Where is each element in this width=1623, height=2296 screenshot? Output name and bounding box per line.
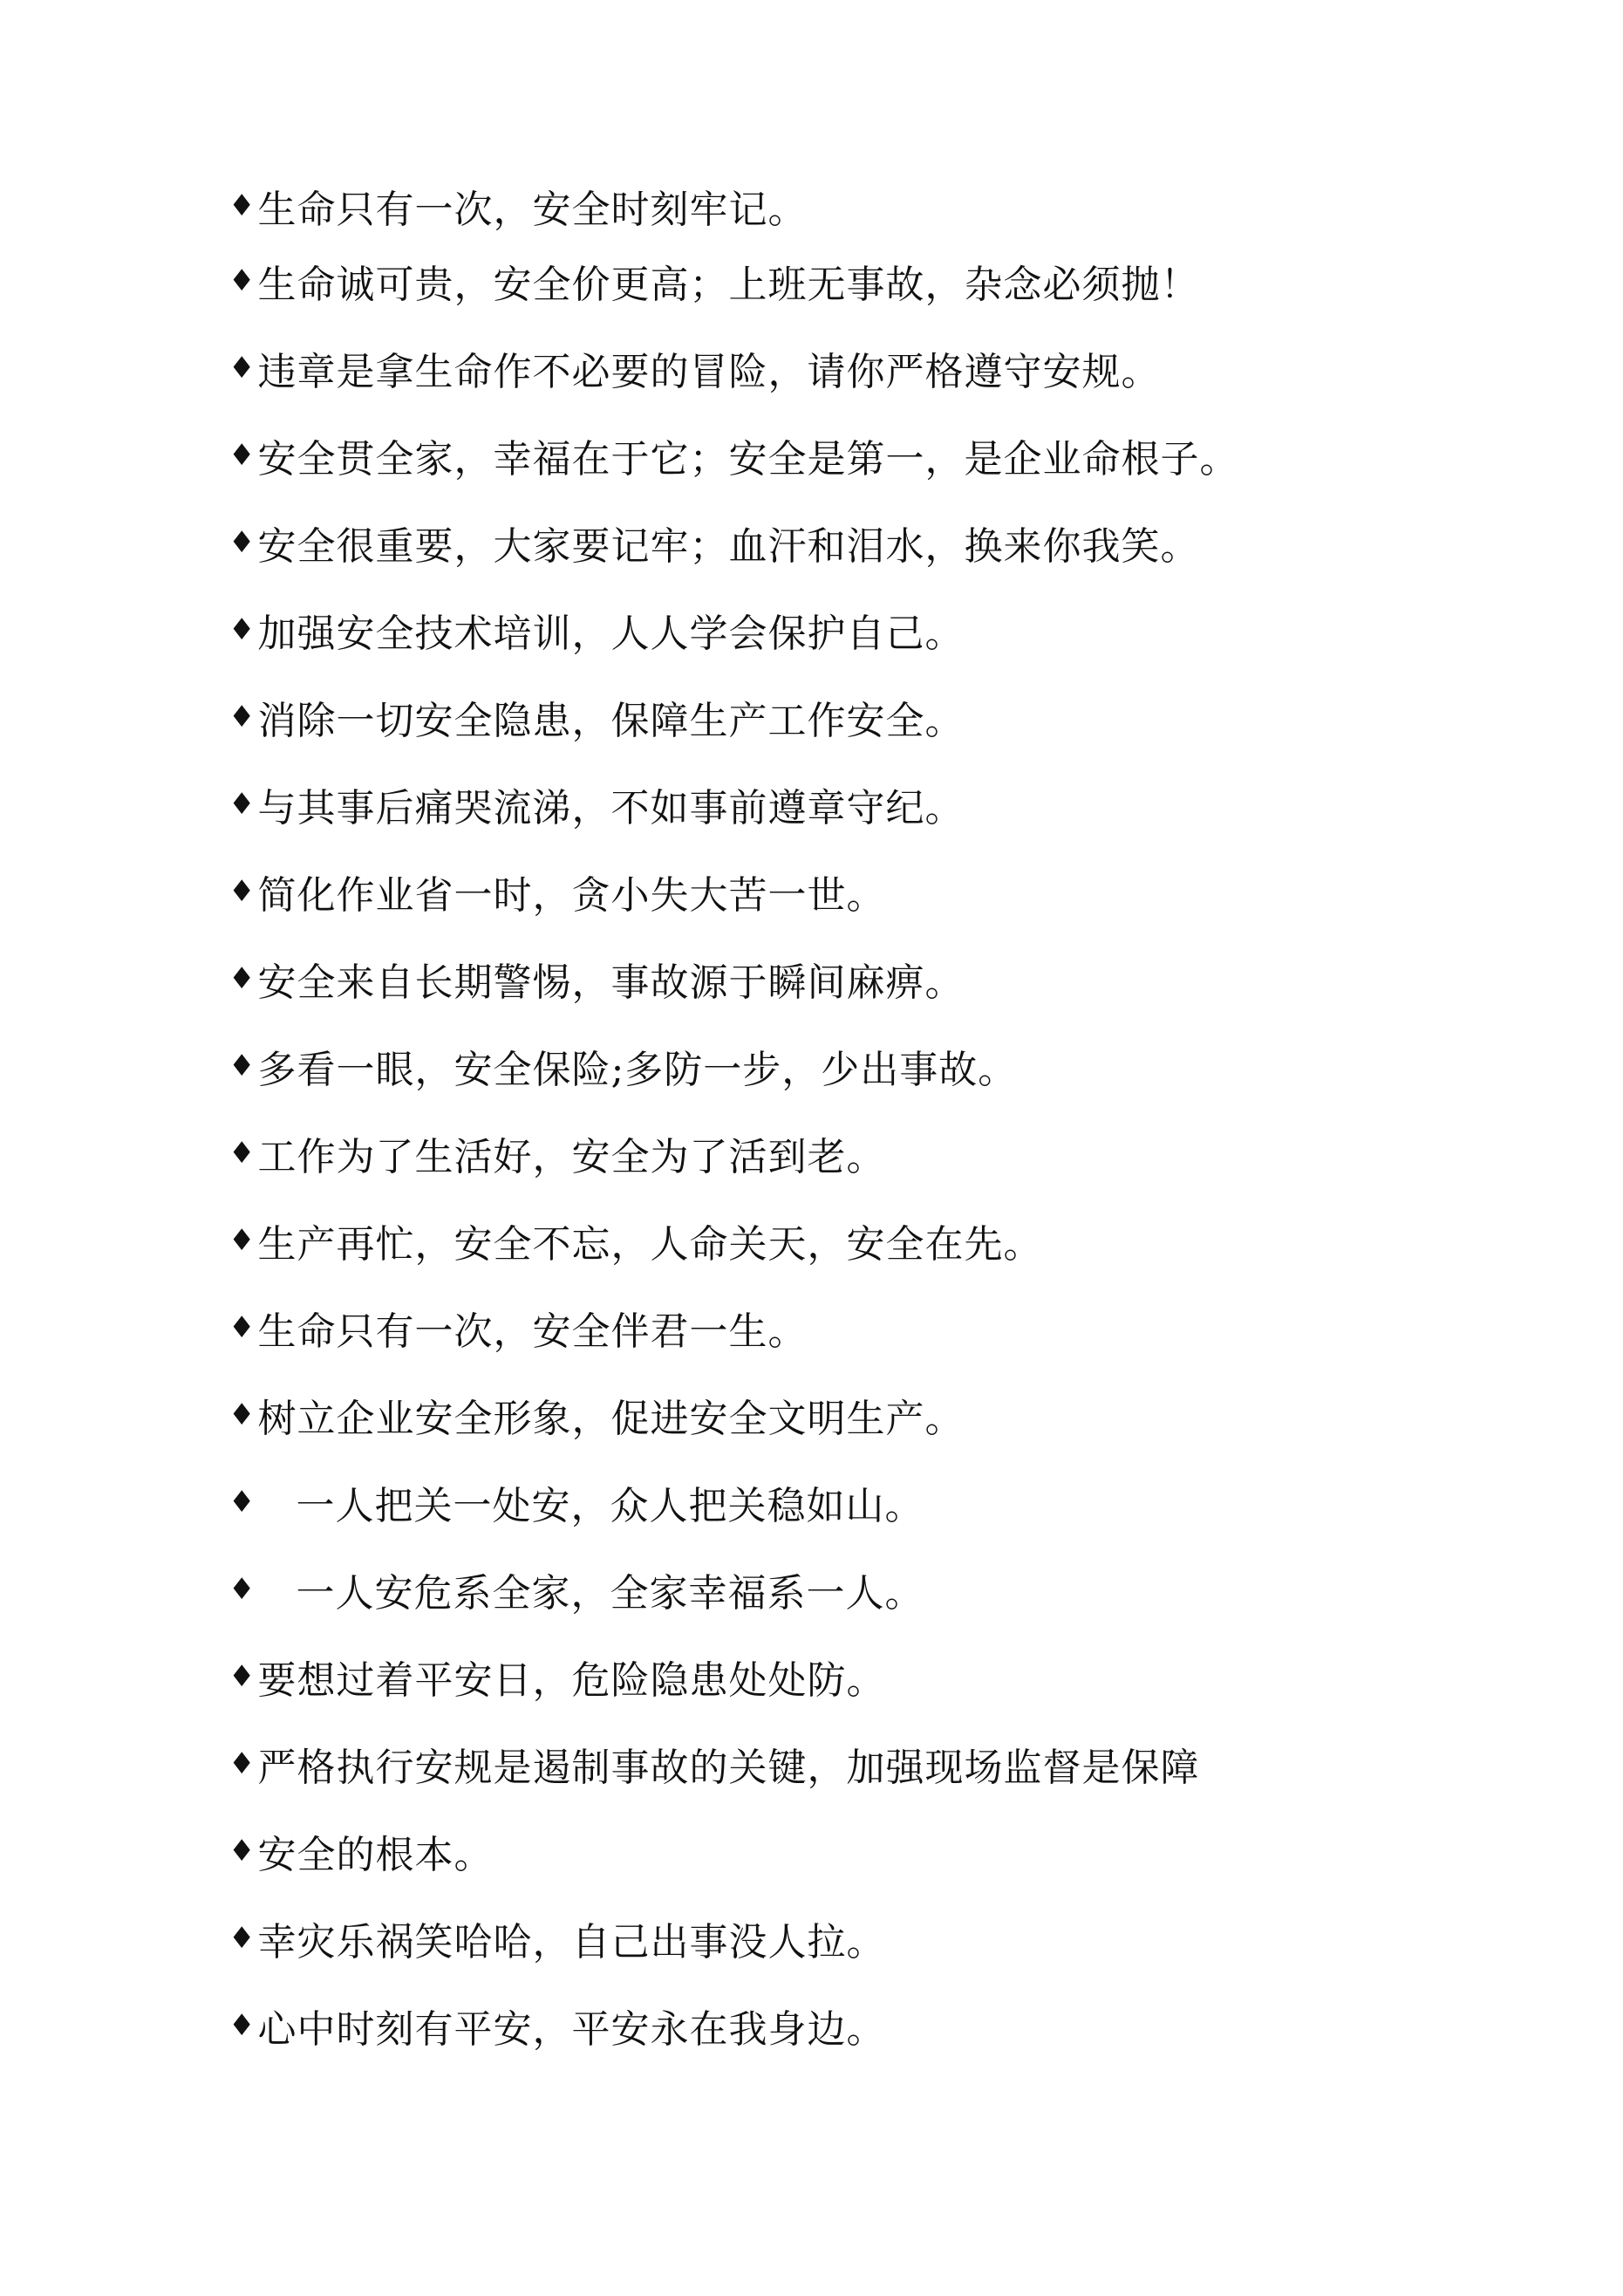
list-item-text: 加强安全技术培训，人人学会保护自己。 [257, 612, 965, 656]
list-item [228, 586, 1449, 673]
list-item [228, 1982, 1449, 2069]
diamond-bullet-icon: ♦ [228, 961, 256, 996]
list-item-text: 心中时刻有平安，平安永在我身边。 [257, 2007, 886, 2052]
diamond-bullet-icon: ♦ [228, 1310, 256, 1345]
list-item [228, 412, 1449, 499]
list-item [228, 673, 1449, 761]
list-item-text: 幸灾乐祸笑哈哈，自己出事没人拉。 [257, 1920, 886, 1965]
list-item-text: 树立企业安全形象，促进安全文明生产。 [257, 1397, 965, 1441]
list-item-text: 一人安危系全家，全家幸福系一人。 [296, 1571, 924, 1616]
list-item [228, 1197, 1449, 1284]
diamond-bullet-icon: ♦ [228, 1746, 256, 1781]
list-item [228, 1720, 1449, 1807]
diamond-bullet-icon: ♦ [228, 1659, 256, 1694]
list-item-text: 生命只有一次，安全时刻牢记。 [257, 188, 808, 232]
list-item [228, 1633, 1449, 1720]
list-item-text: 安全来自长期警惕，事故源于瞬间麻痹。 [257, 960, 965, 1005]
list-item-text: 一人把关一处安，众人把关稳如山。 [296, 1484, 924, 1528]
diamond-bullet-icon: ♦ [228, 263, 256, 298]
list-item-text: 多看一眼，安全保险;多防一步，少出事故。 [257, 1048, 1018, 1092]
list-item [228, 1022, 1449, 1110]
list-item-text: 要想过着平安日，危险隐患处处防。 [257, 1658, 886, 1703]
list-item [228, 1371, 1449, 1459]
diamond-bullet-icon: ♦ [228, 1049, 256, 1083]
diamond-bullet-icon: ♦ [228, 1397, 256, 1432]
list-item-text: 违章是拿生命作不必要的冒险，请你严格遵守安规。 [257, 350, 1161, 394]
diamond-bullet-icon: ♦ [228, 2008, 256, 2043]
list-item [228, 1546, 1449, 1633]
diamond-bullet-icon: ♦ [228, 874, 256, 909]
list-item [228, 499, 1449, 586]
list-item-text: 生命诚可贵，安全价更高；上班无事故，杂念必须抛！ [257, 263, 1200, 307]
diamond-bullet-icon: ♦ [228, 1485, 256, 1520]
list-item-text: 安全贯全家，幸福在于它；安全是第一，是企业命根子。 [257, 437, 1239, 482]
diamond-bullet-icon: ♦ [228, 787, 256, 822]
list-item-text: 严格执行安规是遏制事故的关键，加强现场监督是保障 [257, 1746, 1200, 1790]
list-item [228, 848, 1449, 935]
list-item-text: 安全很重要，大家要记牢；血汗和泪水，换来你我笑。 [257, 524, 1200, 569]
diamond-bullet-icon: ♦ [228, 612, 256, 647]
list-item-text: 生产再忙，安全不忘，人命关天，安全在先。 [257, 1222, 1043, 1267]
diamond-bullet-icon: ♦ [228, 351, 256, 386]
list-item [228, 237, 1449, 325]
list-item [228, 1895, 1449, 1982]
slogan-list [228, 174, 1449, 2069]
list-item-text: 消除一切安全隐患，保障生产工作安全。 [257, 699, 965, 743]
diamond-bullet-icon: ♦ [228, 1223, 256, 1258]
list-item [228, 1284, 1449, 1371]
list-item [228, 174, 1449, 237]
diamond-bullet-icon: ♦ [228, 1834, 256, 1869]
list-item [228, 935, 1449, 1022]
diamond-bullet-icon: ♦ [228, 1572, 256, 1607]
diamond-bullet-icon: ♦ [228, 525, 256, 560]
list-item [228, 1459, 1449, 1546]
diamond-bullet-icon: ♦ [228, 700, 256, 735]
list-item-text: 与其事后痛哭流涕，不如事前遵章守纪。 [257, 786, 965, 830]
diamond-bullet-icon: ♦ [228, 1921, 256, 1956]
list-item [228, 1110, 1449, 1197]
list-item-text: 安全的根本。 [257, 1833, 494, 1877]
list-item-text: 简化作业省一时，贪小失大苦一世。 [257, 873, 886, 918]
diamond-bullet-icon: ♦ [228, 1136, 256, 1171]
list-item-text: 生命只有一次，安全伴君一生。 [257, 1309, 808, 1354]
list-item-text: 工作为了生活好，安全为了活到老。 [257, 1135, 886, 1179]
list-item [228, 325, 1449, 412]
diamond-bullet-icon: ♦ [228, 438, 256, 473]
diamond-bullet-icon: ♦ [228, 188, 256, 223]
list-item [228, 761, 1449, 848]
list-item [228, 1807, 1449, 1895]
